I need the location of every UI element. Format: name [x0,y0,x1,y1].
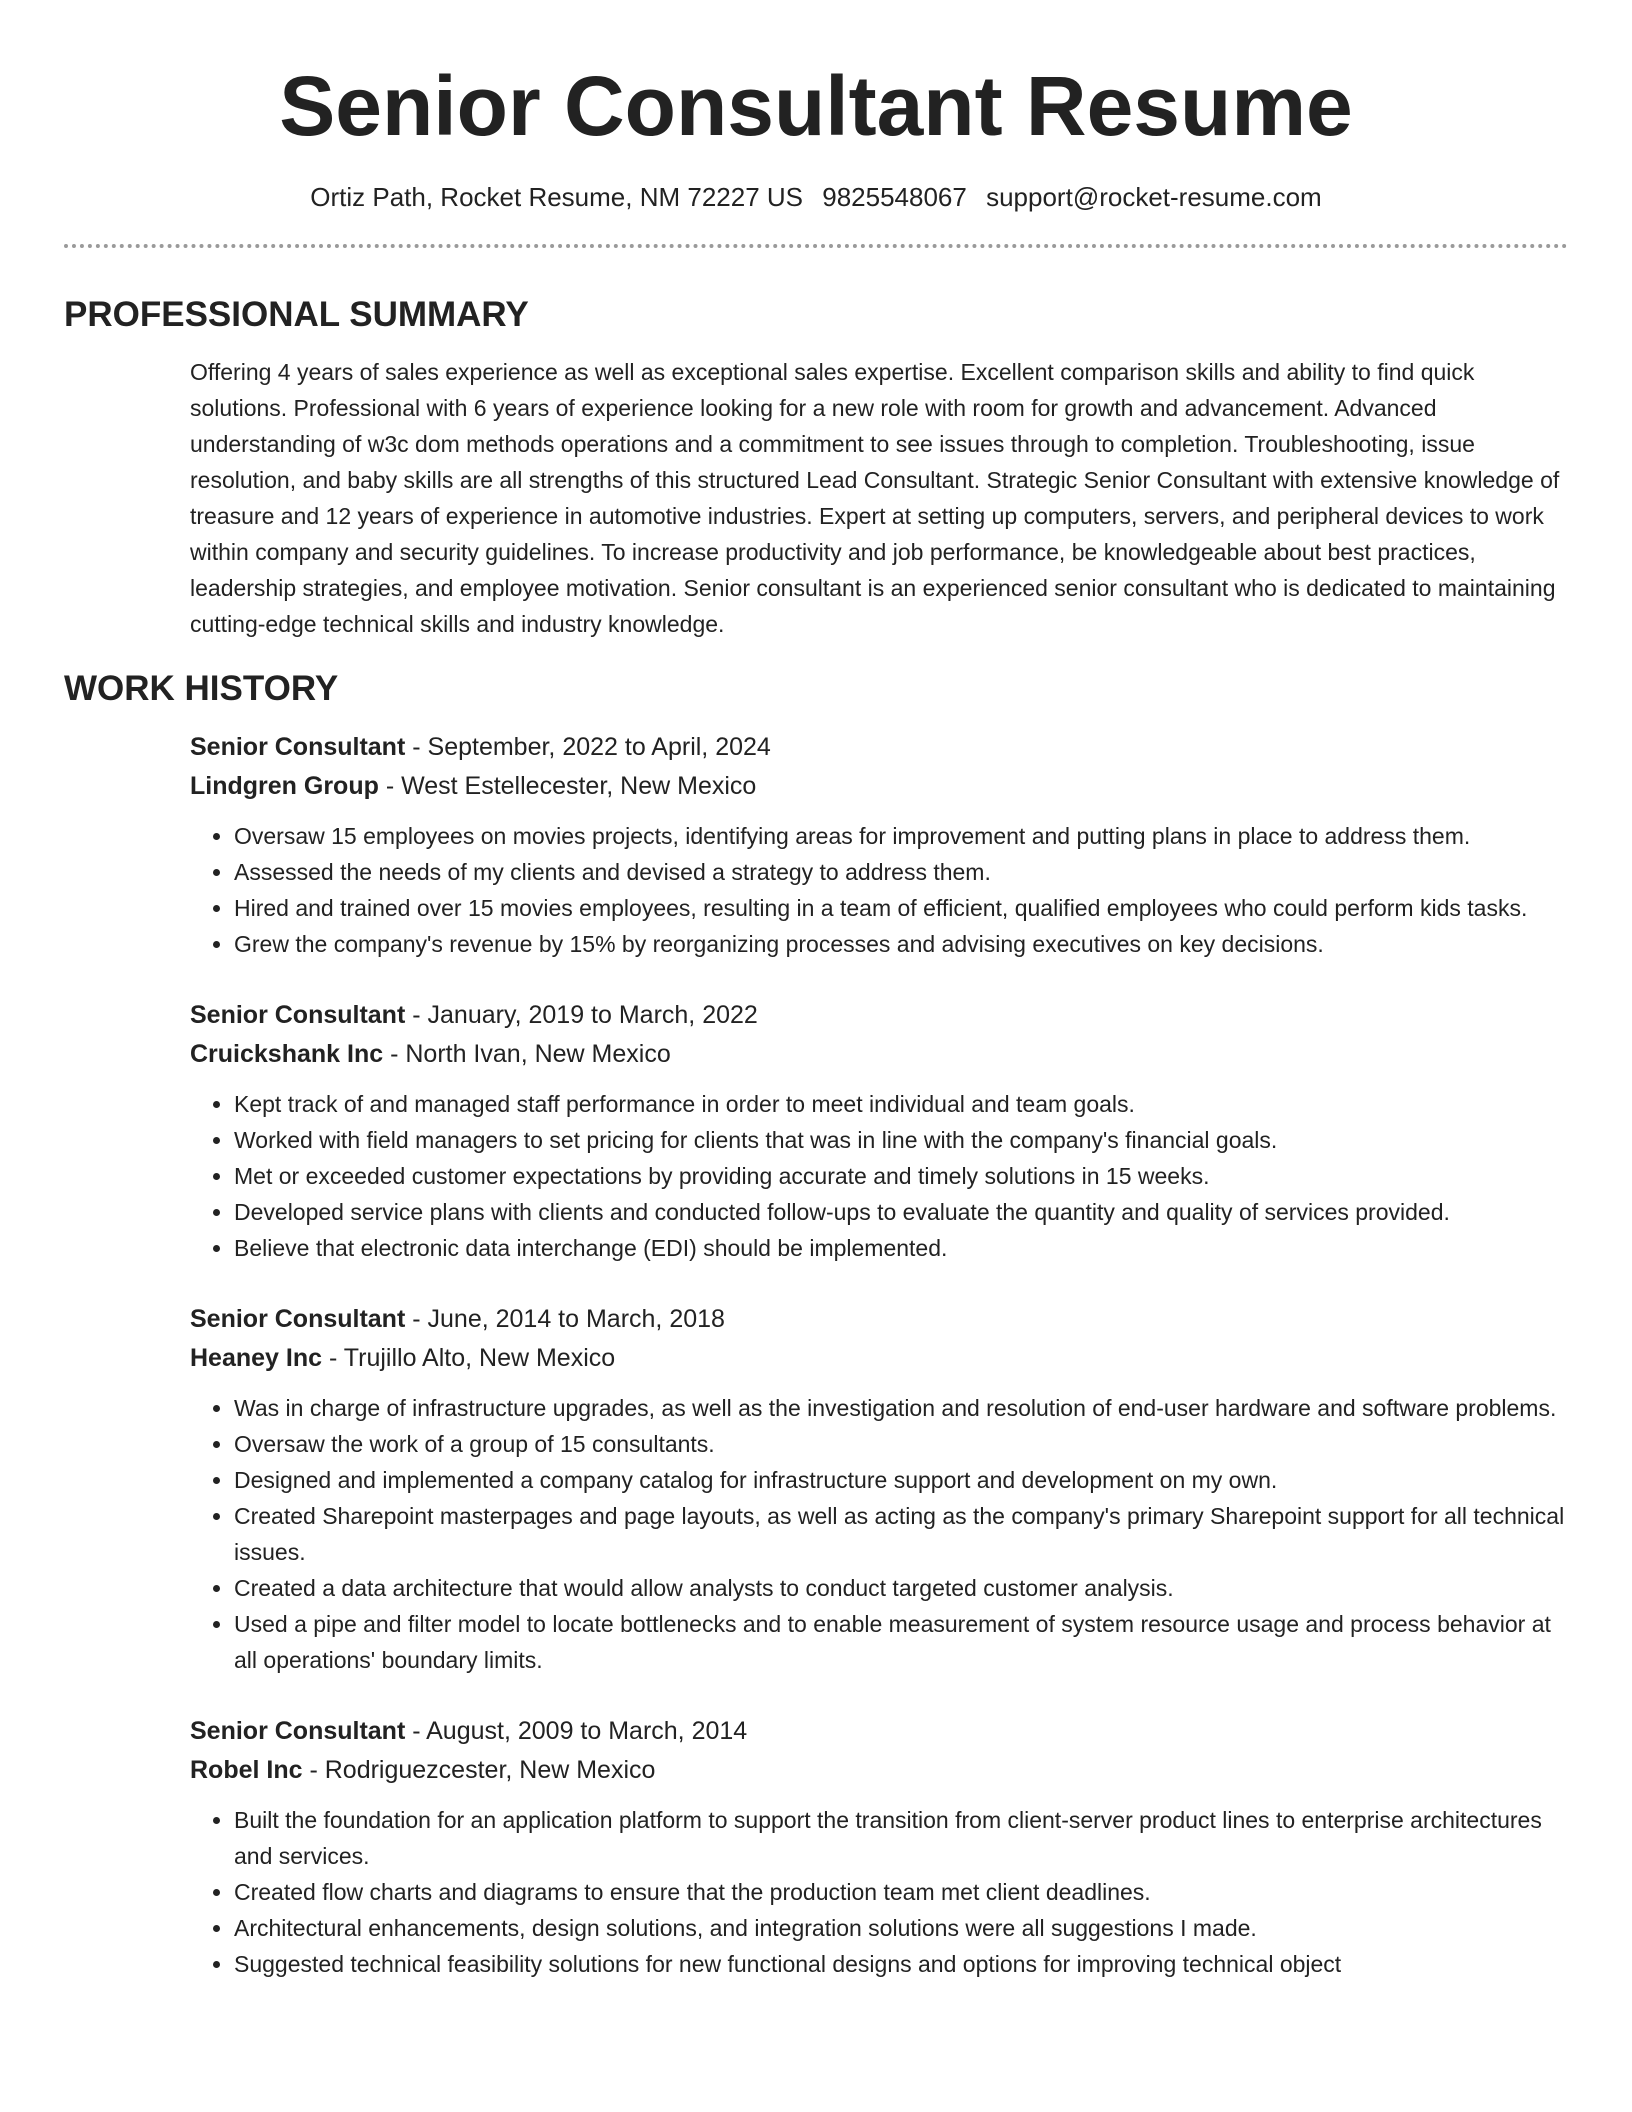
job-title-line [190,728,1568,767]
job-dates: - June, 2014 to March, 2018 [405,1305,725,1333]
job-company-line [190,1751,1568,1790]
duty-item: • Was in charge of infrastructure upgrades, as well as the investigation and resolution of end-user hardware and software problems. [234,1390,1568,1426]
work-history-heading: WORK HISTORY [64,669,339,708]
job-location: - Rodriguezcester, New Mexico [302,1756,656,1784]
job-company: Lindgren Group [190,772,379,800]
job-company: Cruickshank Inc [190,1040,384,1068]
duty-item: • Oversaw 15 employees on movies projects, identifying areas for improvement and putting plans in place to address them. [234,818,1568,854]
work-history-section [190,728,1568,1982]
duty-item: • Used a pipe and filter model to locate bottlenecks and to enable measurement of system resource usage and process behavior at all operations' boundary limits. [234,1606,1568,1678]
job-duties [190,818,1568,962]
job-location: - North Ivan, New Mexico [383,1040,671,1068]
summary-text: Offering 4 years of sales experience as well as exceptional sales expertise. Excellent comparison skills and ability to find quick solutions. Professional with 6 years of experience looking for a new role with room for growth and advancement. Advanced understanding of w3c dom methods operations and a commitment to see issues through to completion. Troubleshooting, issue resolution, and baby skills are all strengths of this structured Lead Consultant. Strategic Senior Consultant with extensive knowledge of treasure and 12 years of experience in automotive industries. Expert at setting up computers, servers, and peripheral devices to work within company and security guidelines. To increase productivity and job performance, be knowledgeable about best practices, leadership strategies, and employee motivation. Senior consultant is an experienced senior consultant who is dedicated to maintaining cutting-edge technical skills and industry knowledge. [190,359,1560,637]
summary-heading: PROFESSIONAL SUMMARY [64,295,529,334]
job-title: Senior Consultant [190,1717,406,1745]
resume-title: Senior Consultant Resume [279,59,1353,153]
job-company-line [190,767,1568,806]
duty-item: • Developed service plans with clients and conducted follow-ups to evaluate the quantity and quality of services provided. [234,1194,1568,1230]
duty-item: • Designed and implemented a company catalog for infrastructure support and development on my own. [234,1462,1568,1498]
duty-item: • Met or exceeded customer expectations by providing accurate and timely solutions in 15 weeks. [234,1158,1568,1194]
job-company: Robel Inc [190,1756,303,1784]
job-duties [190,1802,1568,1982]
duty-item: • Created a data architecture that would allow analysts to conduct targeted customer analysis. [234,1570,1568,1606]
duty-item: • Suggested technical feasibility solutions for new functional designs and options for improving technical object [234,1946,1568,1982]
job-entry [190,1712,1568,1982]
summary-section [190,354,1568,642]
duty-item: • Worked with field managers to set pricing for clients that was in line with the company's financial goals. [234,1122,1568,1158]
job-duties [190,1086,1568,1266]
duty-item: • Hired and trained over 15 movies employees, resulting in a team of efficient, qualified employees who could perform kids tasks. [234,890,1568,926]
job-dates: - January, 2019 to March, 2022 [405,1001,758,1029]
duty-item: • Oversaw the work of a group of 15 consultants. [234,1426,1568,1462]
contact-email: support@rocket-resume.com [986,182,1322,212]
job-entry [190,728,1568,962]
job-duties [190,1390,1568,1678]
header-divider [64,244,1568,248]
duty-item: • Grew the company's revenue by 15% by reorganizing processes and advising executives on key decisions. [234,926,1568,962]
job-dates: - August, 2009 to March, 2014 [405,1717,748,1745]
job-company: Heaney Inc [190,1344,323,1372]
job-title-line [190,996,1568,1035]
duty-item: • Built the foundation for an application platform to support the transition from client-server product lines to enterprise architectures and services. [234,1802,1568,1874]
duty-item: • Believe that electronic data interchange (EDI) should be implemented. [234,1230,1568,1266]
contact-address: Ortiz Path, Rocket Resume, NM 72227 US [310,182,804,212]
job-entry [190,1300,1568,1678]
duty-item: • Created Sharepoint masterpages and page layouts, as well as acting as the company's primary Sharepoint support for all technical issues. [234,1498,1568,1570]
job-title-line [190,1712,1568,1751]
contact-phone: 9825548067 [822,182,967,212]
duty-item: • Created flow charts and diagrams to ensure that the production team met client deadlines. [234,1874,1568,1910]
contact-line [64,180,1568,214]
job-dates: - September, 2022 to April, 2024 [405,733,771,761]
job-location: - Trujillo Alto, New Mexico [322,1344,616,1372]
resume-page [64,0,1568,1982]
job-entry [190,996,1568,1266]
job-location: - West Estellecester, New Mexico [378,772,757,800]
job-title: Senior Consultant [190,1305,406,1333]
job-title: Senior Consultant [190,733,406,761]
duty-item: • Architectural enhancements, design solutions, and integration solutions were all suggestions I made. [234,1910,1568,1946]
duty-item: • Assessed the needs of my clients and devised a strategy to address them. [234,854,1568,890]
job-company-line [190,1339,1568,1378]
job-title: Senior Consultant [190,1001,406,1029]
job-title-line [190,1300,1568,1339]
job-company-line [190,1035,1568,1074]
duty-item: • Kept track of and managed staff performance in order to meet individual and team goals. [234,1086,1568,1122]
